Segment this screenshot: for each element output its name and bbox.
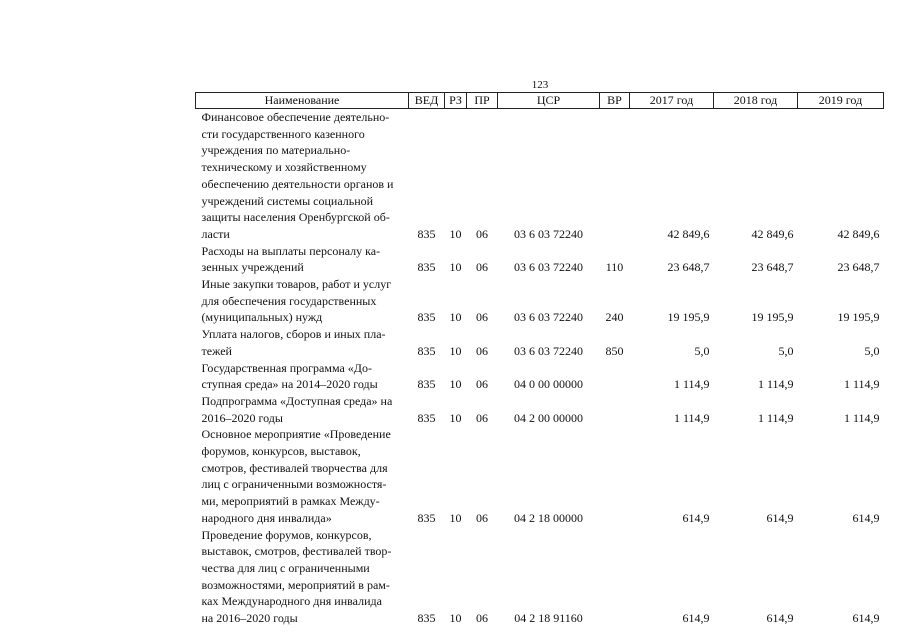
cell-2019: 19 195,9 [837,310,880,325]
cell-pr: 06 [476,611,488,626]
name-line: смотров, фестивалей творчества для [201,460,388,475]
name-line: зенных учреждений [201,260,304,275]
name-line: Уплата налогов, сборов и иных пла- [201,327,386,342]
name-line: чества для лиц с ограниченными [201,560,370,575]
budget-table [195,92,884,627]
cell-name [196,276,409,326]
cell-2018: 1 114,9 [757,377,794,392]
page-number: 123 [531,79,549,91]
header-2018: 2018 год [714,93,798,109]
cell-ved: 835 [417,377,436,392]
table-body [196,109,884,627]
cell-pr: 06 [476,310,488,325]
name-line: для обеспечения государственных [201,293,377,308]
cell-vr [600,393,630,426]
cell-2017: 614,9 [682,510,710,525]
cell-vr: 240 [605,310,624,325]
cell-2018: 5,0 [778,343,794,358]
name-line: Подпрограмма «Доступная среда» на [201,393,393,408]
name-line: сти государственного казенного [201,126,365,141]
cell-name [196,360,409,393]
name-line: Финансовое обеспечение деятельно- [201,110,390,124]
cell-2017: 1 114,9 [673,410,710,425]
table-row [196,527,884,627]
cell-ved: 835 [417,260,436,275]
cell-csr: 03 6 03 72240 [514,343,583,358]
name-line: ми, мероприятий в рамках Между- [201,494,380,509]
cell-ved: 835 [417,343,436,358]
name-line: на 2016–2020 годы [201,611,298,626]
name-line: обеспечению деятельности органов и [201,176,394,191]
name-line: ках Международного дня инвалида [201,594,382,609]
name-line: Основное мероприятие «Проведение [201,427,391,442]
header-ved: ВЕД [409,93,445,109]
cell-csr: 04 2 18 91160 [514,611,583,626]
cell-vr: 110 [605,260,624,275]
cell-pr: 06 [476,260,488,275]
name-line: учреждений системы социальной [201,193,374,208]
cell-csr: 04 0 00 00000 [514,377,583,392]
cell-pr: 06 [476,510,488,525]
name-line: ступная среда» на 2014–2020 годы [201,377,378,392]
name-line: техническому и хозяйственному [201,160,367,175]
cell-pr: 06 [476,410,488,425]
header-vr: ВР [600,93,630,109]
cell-name [196,109,409,243]
cell-vr [600,109,630,243]
table-row [196,276,884,326]
cell-name [196,243,409,276]
cell-rz: 10 [449,611,462,626]
name-line: возможностями, мероприятий в рам- [201,577,390,592]
cell-2019: 614,9 [852,510,880,525]
name-line: выставок, смотров, фестивалей твор- [201,544,392,559]
name-line: лиц с ограниченными возможностя- [201,477,387,492]
name-line: народного дня инвалида» [201,510,332,525]
cell-rz: 10 [449,310,462,325]
cell-csr: 04 2 00 00000 [514,410,583,425]
cell-pr: 06 [476,377,488,392]
cell-rz: 10 [449,510,462,525]
cell-2019: 1 114,9 [843,377,880,392]
cell-2018: 23 648,7 [751,260,794,275]
cell-ved: 835 [417,226,436,241]
table-header-row [196,93,884,109]
cell-pr: 06 [476,343,488,358]
cell-rz: 10 [449,410,462,425]
name-line: тежей [201,343,232,358]
table-row [196,326,884,359]
cell-csr: 04 2 18 00000 [514,510,583,525]
cell-name [196,527,409,627]
cell-rz: 10 [449,343,462,358]
cell-2018: 614,9 [766,510,794,525]
name-line: (муниципальных) нужд [201,310,323,325]
name-line: учреждения по материально- [201,143,351,158]
cell-rz: 10 [449,260,462,275]
cell-2019: 614,9 [852,611,880,626]
cell-2019: 42 849,6 [837,226,880,241]
table-row [196,393,884,426]
name-line: ласти [201,226,230,241]
name-line: Проведение форумов, конкурсов, [201,527,372,542]
cell-vr: 850 [605,343,624,358]
table-row [196,243,884,276]
cell-name [196,393,409,426]
name-line: защиты населения Оренбургской об- [201,210,390,225]
cell-2019: 1 114,9 [843,410,880,425]
cell-csr: 03 6 03 72240 [514,260,583,275]
cell-ved: 835 [417,611,436,626]
name-line: форумов, конкурсов, выставок, [201,444,361,459]
header-2019: 2019 год [798,93,884,109]
cell-name [196,326,409,359]
cell-vr [600,527,630,627]
table-row [196,109,884,243]
name-line: Иные закупки товаров, работ и услуг [201,277,392,292]
cell-ved: 835 [417,310,436,325]
header-name: Наименование [196,93,409,109]
cell-2017: 614,9 [682,611,710,626]
name-line: Расходы на выплаты персоналу ка- [201,243,381,258]
name-line: 2016–2020 годы [201,410,283,425]
header-rz: РЗ [445,93,467,109]
cell-2019: 23 648,7 [837,260,880,275]
table-row [196,426,884,526]
table-row [196,360,884,393]
cell-2019: 5,0 [864,343,880,358]
cell-ved: 835 [417,410,436,425]
header-2017: 2017 год [630,93,714,109]
cell-pr: 06 [476,226,488,241]
header-pr: ПР [467,93,498,109]
cell-2018: 1 114,9 [757,410,794,425]
cell-2017: 1 114,9 [673,377,710,392]
name-line: Государственная программа «До- [201,360,372,375]
cell-2018: 42 849,6 [751,226,794,241]
cell-ved: 835 [417,510,436,525]
cell-2017: 42 849,6 [667,226,710,241]
cell-2018: 614,9 [766,611,794,626]
cell-2017: 5,0 [694,343,710,358]
cell-rz: 10 [449,377,462,392]
cell-csr: 03 6 03 72240 [514,226,583,241]
cell-vr [600,426,630,526]
cell-vr [600,360,630,393]
cell-2018: 19 195,9 [751,310,794,325]
cell-rz: 10 [449,226,462,241]
header-csr: ЦСР [498,93,600,109]
cell-2017: 19 195,9 [667,310,710,325]
cell-csr: 03 6 03 72240 [514,310,583,325]
cell-2017: 23 648,7 [667,260,710,275]
cell-name [196,426,409,526]
